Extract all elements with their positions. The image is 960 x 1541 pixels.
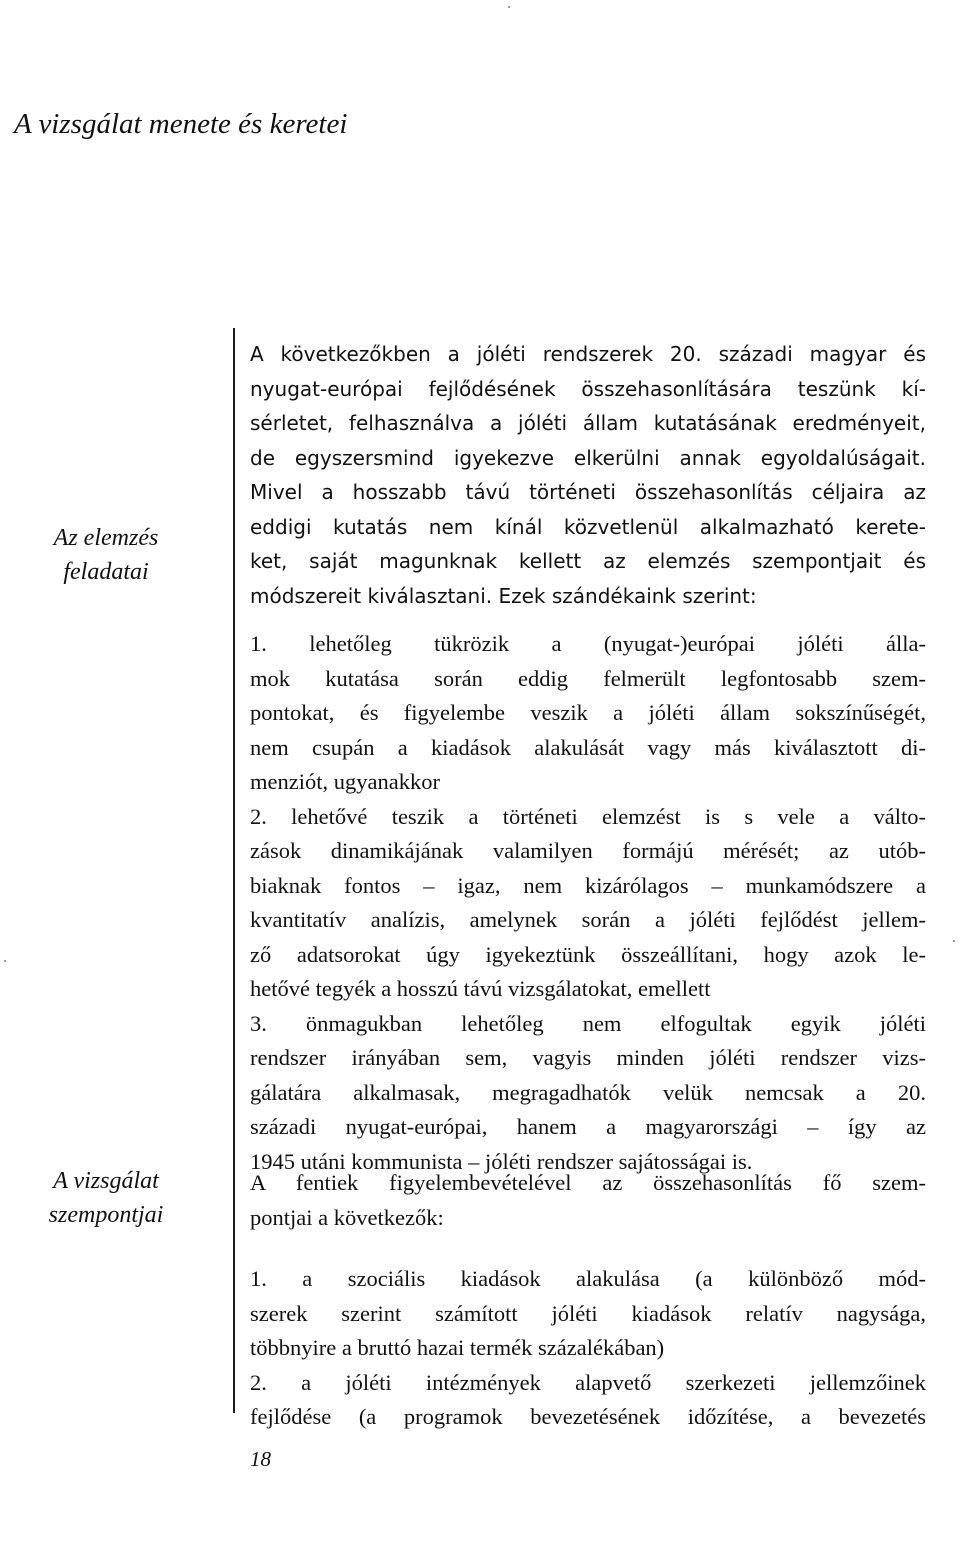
text-line: századi nyugat-európai, hanem a magyarországi – így az	[250, 1114, 926, 1139]
text-line: hetővé tegyék a hosszú távú vizsgálatokat, emellett	[250, 976, 711, 1001]
margin-rule	[233, 328, 235, 1413]
criteria-list	[250, 1262, 926, 1435]
text-line: zások dinamikájának valamilyen formájú mérését; az utób-	[250, 838, 926, 863]
text-line: eddigi kutatás nem kínál közvetlenül alkalmazható kerete-	[250, 514, 926, 539]
aims-list	[250, 627, 926, 1179]
margin-note-line: szempontjai	[48, 1202, 164, 1228]
text-line: szerek szerint számított jóléti kiadások relatív nagysága,	[250, 1300, 926, 1326]
text-line: A következőkben a jóléti rendszerek 20. századi magyar és	[250, 342, 926, 366]
list-item-start: 1. a szociális kiadások alakulása (a különböző mód-	[250, 1266, 926, 1291]
text-line: fejlődése (a programok bevezetésének időzítése, a bevezetés	[250, 1404, 926, 1429]
text-line: nyugat-európai fejlődésének összehasonlítására teszünk kí-	[250, 376, 926, 401]
list-item-start: 1. lehetőleg tükrözik a (nyugat-)európai jóléti álla-	[250, 631, 926, 656]
text-line: 1945 utáni kommunista – jóléti rendszer sajátosságai is.	[250, 1148, 753, 1174]
text-line: biaknak fontos – igaz, nem kizárólagos – munkamódszere a	[250, 872, 926, 898]
text-line: módszereit kiválasztani. Ezek szándékaink szerint:	[250, 583, 757, 608]
list-item-start: 2. a jóléti intézmények alapvető szerkezeti jellemzőinek	[250, 1369, 926, 1395]
text-line: kvantitatív analízis, amelynek során a jóléti fejlődést jellem-	[250, 907, 926, 932]
intro-paragraph	[250, 337, 926, 613]
margin-note-line: Az elemzés	[53, 525, 159, 551]
text-line: pontjai a következők:	[250, 1204, 444, 1230]
text-line: gálatára alkalmasak, megragadhatók velük nemcsak a 20.	[250, 1079, 926, 1105]
margin-note-tasks	[6, 521, 206, 589]
chapter-title: A vizsgálat menete és keretei	[14, 108, 348, 140]
text-line: Mivel a hosszabb távú történeti összehasonlítás céljaira az	[250, 480, 926, 504]
text-line: rendszer irányában sem, vagyis minden jóléti rendszer vizs-	[250, 1045, 926, 1070]
text-line: ket, saját magunknak kellett az elemzés szempontjait és	[250, 549, 926, 573]
list-item-start: 2. lehetővé teszik a történeti elemzést is s vele a válto-	[250, 803, 926, 829]
text-line: pontokat, és figyelembe veszik a jóléti állam sokszínűségét,	[250, 700, 926, 725]
text-line: sérletet, felhasználva a jóléti állam kutatásának eredményeit,	[250, 411, 926, 435]
margin-note-criteria	[6, 1164, 206, 1232]
criteria-intro	[250, 1166, 926, 1235]
list-item-start: 3. önmagukban lehetőleg nem elfogultak egyik jóléti	[250, 1010, 926, 1036]
margin-note-line: A vizsgálat	[53, 1168, 159, 1194]
text-line: de egyszersmind igyekezve elkerülni annak egyoldalúságait.	[250, 445, 926, 470]
text-line: ző adatsorokat úgy igyekeztünk összeállítani, hogy azok le-	[250, 941, 926, 967]
page-number: 18	[250, 1447, 271, 1471]
text-line: nem csupán a kiadások alakulását vagy más kiválasztott di-	[250, 734, 926, 760]
scan-speck	[953, 940, 955, 942]
text-line: menziót, ugyanakkor	[250, 769, 440, 794]
text-line: mok kutatása során eddig felmerült legfontosabb szem-	[250, 665, 926, 691]
scan-speck	[4, 960, 6, 962]
scan-speck	[508, 6, 510, 8]
text-line: A fentiek figyelembevételével az összehasonlítás fő szem-	[250, 1170, 926, 1195]
margin-note-line: feladatai	[63, 559, 149, 585]
text-line: többnyire a bruttó hazai termék százalékában)	[250, 1335, 665, 1360]
